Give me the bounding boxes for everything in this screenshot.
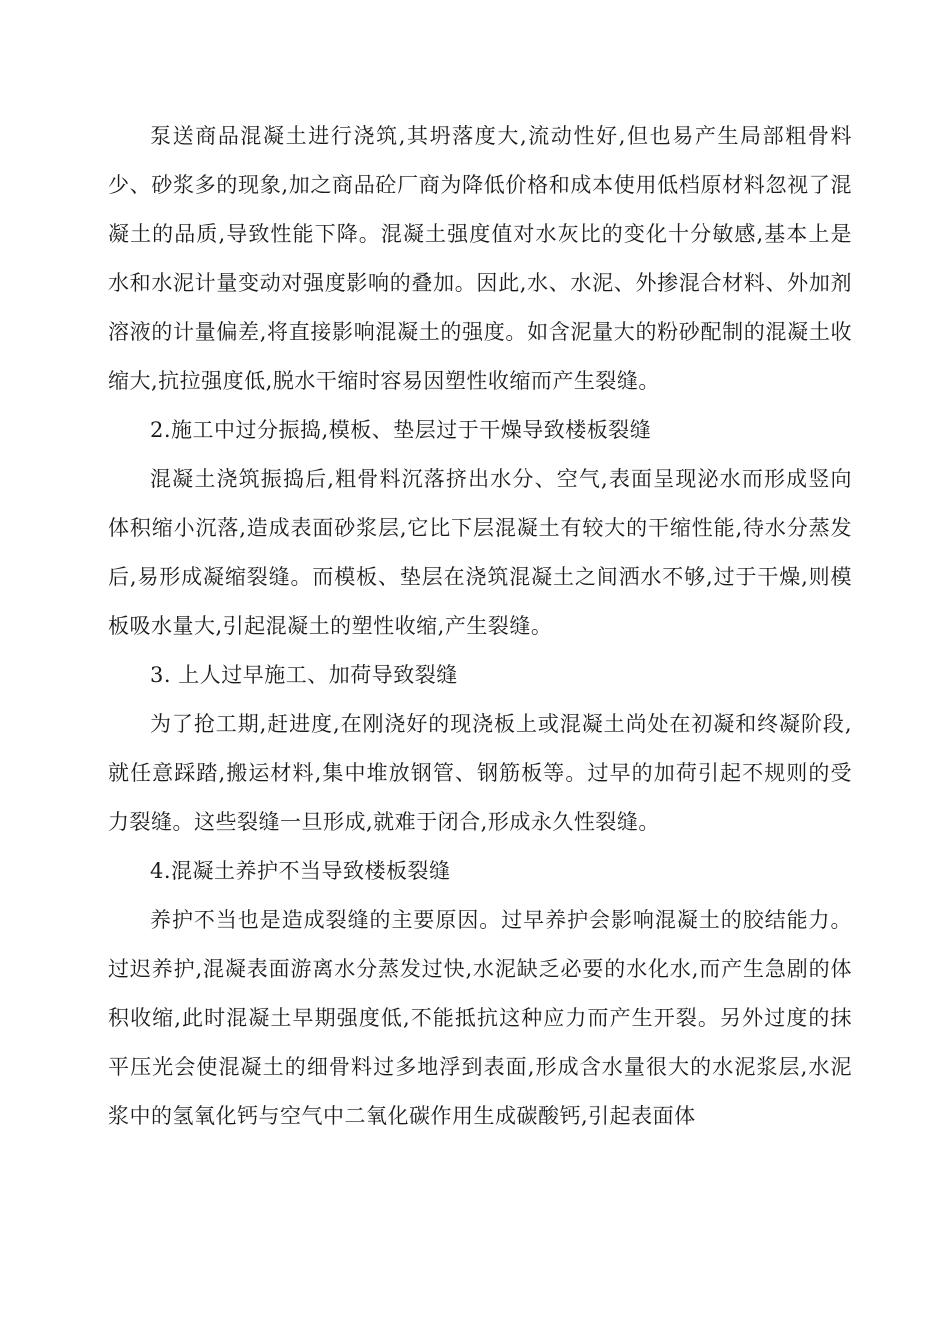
section-heading-curing: 4.混凝土养护不当导致楼板裂缝 (150, 859, 451, 883)
paragraph-curing: 养护不当也是造成裂缝的主要原因。过早养护会影响混凝土的胶结能力。过迟养护,混凝表面游离水分蒸发过快,水泥缺乏必要的水化水,而产生急剧的体积收缩,此时混凝土早期强度低,不能抵抗这种应力而产生开裂。另外过度的抹平压光会使混凝土的细骨料过多地浮到表面,形成含水量很大的水泥浆层,水泥浆中的氢氧化钙与空气中二氧化碳作用生成碳酸钙,引起表面体 (108, 908, 852, 1128)
paragraph-early-loading: 为了抢工期,赶进度,在刚浇好的现浇板上或混凝土尚处在初凝和终凝阶段,就任意踩踏,搬运材料,集中堆放钢管、钢筋板等。过早的加荷引起不规则的受力裂缝。这些裂缝一旦形成,就难于闭合,形成永久性裂缝。 (108, 712, 852, 834)
section-heading-vibration: 2.施工中过分振捣,模板、垫层过于干燥导致楼板裂缝 (150, 418, 652, 442)
paragraph-material-quality: 泵送商品混凝土进行浇筑,其坍落度大,流动性好,但也易产生局部粗骨料少、砂浆多的现象,加之商品砼厂商为降低价格和成本使用低档原材料忽视了混凝土的品质,导致性能下降。混凝土强度值对水灰比的变化十分敏感,基本上是水和水泥计量变动对强度影响的叠加。因此,水、水泥、外掺混合材料、外加剂溶液的计量偏差,将直接影响混凝土的强度。如含泥量大的粉砂配制的混凝土收缩大,抗拉强度低,脱水干缩时容易因塑性收缩而产生裂缝。 (108, 124, 852, 393)
document-body (108, 112, 852, 1141)
paragraph-vibration: 混凝土浇筑振捣后,粗骨料沉落挤出水分、空气,表面呈现泌水而形成竖向体积缩小沉落,造成表面砂浆层,它比下层混凝土有较大的干缩性能,待水分蒸发后,易形成凝缩裂缝。而模板、垫层在浇筑混凝土之间洒水不够,过于干燥,则模板吸水量大,引起混凝土的塑性收缩,产生裂缝。 (108, 467, 852, 638)
section-heading-early-loading: 3. 上人过早施工、加荷导致裂缝 (150, 663, 458, 687)
